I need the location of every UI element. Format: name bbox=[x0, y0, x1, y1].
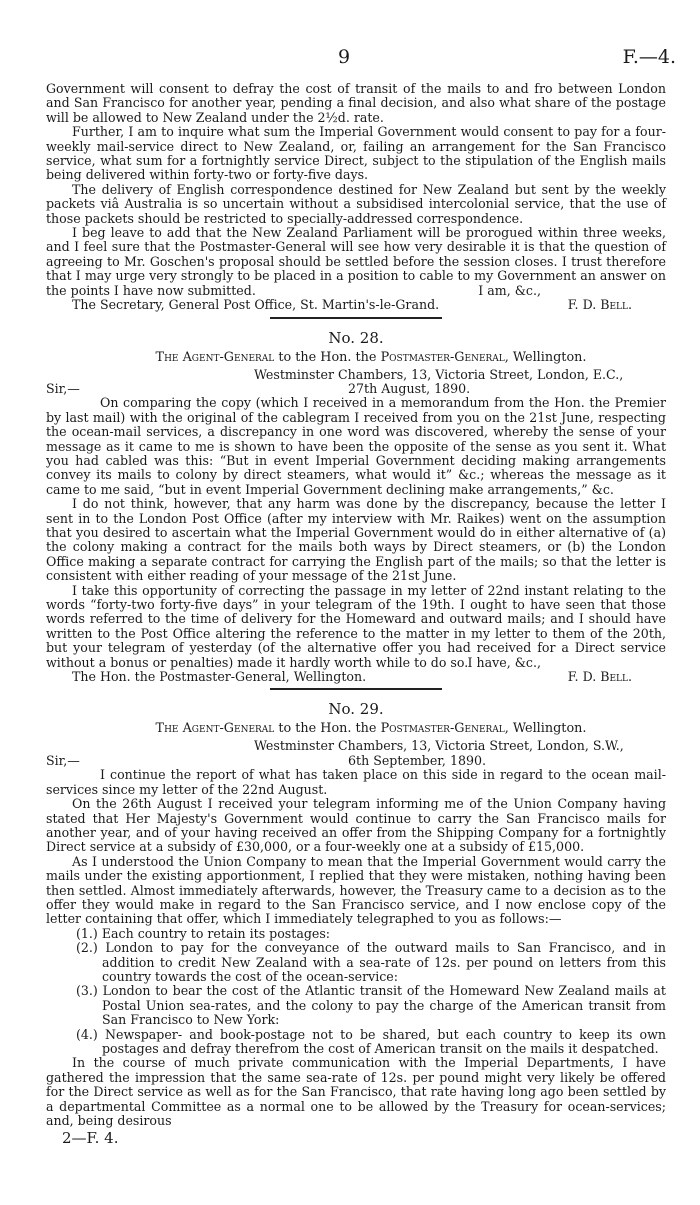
paragraph: Government will consent to defray the cost of transit of the mails to and fro between London and San Francisco for another year, pending a final decision, and also what share of the postage will be allowed to New Zealand under the 2½d. rate. bbox=[46, 81, 666, 125]
paragraph: I take this opportunity of correcting the passage in my letter of 22nd instant relating to the words “forty-two forty-five days” in your telegram of the 19th. I ought to have seen that those words referred to the time of delivery for the Homeward and outward mails; and I should have written to the Post Office altering the reference to the matter in my letter to them of the 20th, but your telegram of yesterday (of the alternative offer you had received for a Direct service without a bonus or penalties) made it hardly worth while to do so. bbox=[46, 582, 666, 670]
salutation: Sir,— bbox=[46, 752, 80, 768]
paragraph: On the 26th August I received your telegram informing me of the Union Company having stated that Her Majesty's Government would continue to carry the San Francisco mails for another year, and of your having received an offer from the Shipping Company for a fortnightly Direct service at a subsidy of £30,000, or a four-weekly one at a subsidy of £15,000. bbox=[46, 796, 666, 855]
paragraph: The delivery of English correspondence destined for New Zealand but sent by the weekly packets viâ Australia is so uncertain without a subsidised intercolonial service, that the use of those packets should be restricted to specially-addressed correspondence. bbox=[46, 181, 666, 226]
list-item: (1.) Each country to retain its postages: bbox=[76, 925, 331, 941]
letter-heading bbox=[46, 721, 666, 736]
section-divider bbox=[270, 317, 442, 319]
heading-end: , Wellington. bbox=[504, 349, 587, 365]
heading-from: The Agent-General bbox=[155, 349, 275, 365]
heading-mid: to the Hon. the bbox=[278, 349, 377, 365]
addressee: The Secretary, General Post Office, St. Martin's-le-Grand. bbox=[72, 297, 440, 313]
signature: F. D. Bell. bbox=[567, 669, 632, 685]
letter-number: No. 29. bbox=[328, 700, 384, 719]
page-header bbox=[46, 46, 676, 82]
paragraph: In the course of much private communication with the Imperial Departments, I have gathered the impression that the same sea-rate of 12s. per pound might very likely be offered for the Direct service as well as for the San Francisco, that rate having long ago been settled by a departmental Committee as a normal one to be allowed by the Treasury for ocean-services; and, being desirous bbox=[46, 1055, 666, 1129]
letter-address: Westminster Chambers, 13, Victoria Street, London, E.C., bbox=[254, 366, 624, 382]
closing: I am, &c., bbox=[478, 282, 541, 298]
heading-to: Postmaster-General bbox=[380, 349, 505, 365]
signature: F. D. Bell. bbox=[567, 297, 632, 313]
signature-mark: 2—F. 4. bbox=[62, 1129, 119, 1148]
paragraph: I continue the report of what has taken place on this side in regard to the ocean mail-services since my letter of the 22nd August. bbox=[46, 767, 666, 797]
letter-number: No. 28. bbox=[328, 328, 384, 347]
signature-line bbox=[46, 298, 666, 312]
letter-29 bbox=[46, 700, 666, 1128]
letter-date: 6th September, 1890. bbox=[348, 752, 486, 768]
paragraph: I do not think, however, that any harm was done by the discrepancy, because the letter I sent in to the London Post Office (after my interview with Mr. Raikes) went on the assumption that you desired to ascertain what the Imperial Government would do in either alternative of (a) the colony making a contract for the mails both ways by Direct steamers, or (b) the London Office making a separate contract for carrying the English part of the mails; so that the letter is consistent with either reading of your message of the 21st June. bbox=[46, 496, 666, 584]
heading-mid: to the Hon. the bbox=[278, 721, 377, 737]
paragraph: As I understood the Union Company to mean that the Imperial Government would carry the mails under the existing apportionment, I replied that they were mistaken, nothing having been then settled. Almost immediately afterwards, however, the Treasury came to a decision as to the offer they would make in regard to the San Francisco service, and I now enclose copy of the letter containing that offer, which I immediately telegraphed to you as follows:— bbox=[46, 853, 666, 927]
list-item: (2.) London to pay for the conveyance of the outward mails to San Francisco, and in addition to credit New Zealand with a sea-rate of 12s. per pound on letters from this country towards the cost of the ocean-service: bbox=[76, 940, 666, 984]
paragraph: I beg leave to add that the New Zealand Parliament will be prorogued within three weeks, and I feel sure that the Postmaster-General will see how very desirable it is that the question of agreeing to Mr. Goschen's proposal should be settled before the session closes. I trust therefore that I may urge very strongly to be placed in a position to cable to my Government an answer on the points I have now submitted. bbox=[46, 225, 666, 298]
addressee: The Hon. the Postmaster-General, Wellington. bbox=[72, 669, 367, 685]
section-divider bbox=[270, 688, 442, 690]
closing: I have, &c., bbox=[467, 654, 541, 670]
previous-letter-continuation bbox=[46, 82, 666, 313]
salutation: Sir,— bbox=[46, 380, 80, 396]
paragraph: On comparing the copy (which I received in a memorandum from the Hon. the Premier by last mail) with the original of the cablegram I received from you on the 21st June, respecting the ocean-mail services, a discrepancy in one word was discovered, whereby the sense of your message as it came to me is shown to have been the opposite of the sense as you sent it. What you had cabled was this: “But in event Imperial Government deciding making arrangements convey its mails to colony by direct steamers, what would it” &c.; whereas the message as it came to me said, “but in event Imperial Government declining make arrangements,” &c. bbox=[46, 395, 666, 497]
paragraph: Further, I am to inquire what sum the Imperial Government would consent to pay for a four-weekly mail-service direct to New Zealand, or, failing an arrangement for the San Francisco service, what sum for a fortnightly service Direct, subject to the stipulation of the English mails being delivered within forty-two or forty-five days. bbox=[46, 124, 666, 183]
letter-address: Westminster Chambers, 13, Victoria Street, London, S.W., bbox=[254, 738, 624, 754]
heading-end: , Wellington. bbox=[504, 721, 587, 737]
list-item: (4.) Newspaper- and book-postage not to be shared, but each country to keep its own postages and defray therefrom the cost of American transit on the mails it despatched. bbox=[76, 1026, 666, 1057]
signature-line bbox=[46, 670, 666, 684]
heading-to: Postmaster-General bbox=[380, 721, 505, 737]
letter-heading bbox=[46, 350, 666, 365]
list-item: (3.) London to bear the cost of the Atlantic transit of the Homeward New Zealand mails at Postal Union sea-rates, and the colony to pay the charge of the American transit from San Francisco to New York: bbox=[76, 983, 666, 1028]
document-reference: F.—4. bbox=[622, 46, 676, 68]
letter-date: 27th August, 1890. bbox=[348, 380, 471, 396]
letter-28 bbox=[46, 329, 666, 685]
heading-from: The Agent-General bbox=[155, 721, 275, 737]
page-number: 9 bbox=[338, 46, 351, 68]
document-page bbox=[46, 46, 676, 1148]
